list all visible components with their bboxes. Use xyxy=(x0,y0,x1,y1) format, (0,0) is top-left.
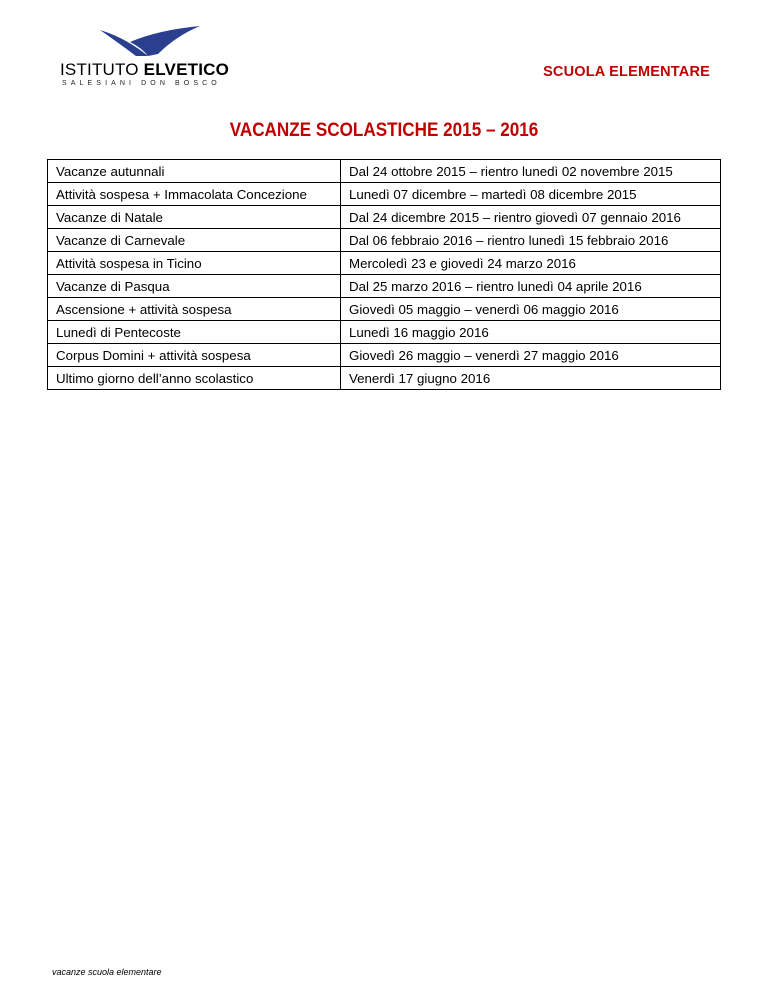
table-row xyxy=(48,344,721,367)
dates-cell: Lunedì 07 dicembre – martedì 08 dicembre 2015 xyxy=(341,183,721,206)
page-title: VACANZE SCOLASTICHE 2015 – 2016 xyxy=(229,120,539,141)
table-row xyxy=(48,367,721,390)
event-cell: Vacanze di Carnevale xyxy=(48,229,341,252)
event-cell: Lunedì di Pentecoste xyxy=(48,321,341,344)
page-footer: vacanze scuola elementare xyxy=(52,967,162,977)
event-cell: Ultimo giorno dell’anno scolastico xyxy=(48,367,341,390)
table-row xyxy=(48,298,721,321)
holiday-table xyxy=(47,159,721,390)
dates-cell: Dal 25 marzo 2016 – rientro lunedì 04 aprile 2016 xyxy=(341,275,721,298)
event-cell: Attività sospesa + Immacolata Concezione xyxy=(48,183,341,206)
table-row xyxy=(48,321,721,344)
event-cell: Ascensione + attività sospesa xyxy=(48,298,341,321)
logo-wordmark xyxy=(60,60,229,80)
table-row xyxy=(48,160,721,183)
event-cell: Vacanze autunnali xyxy=(48,160,341,183)
dates-cell: Mercoledì 23 e giovedì 24 marzo 2016 xyxy=(341,252,721,275)
wing-emblem-icon xyxy=(96,24,206,58)
table-row xyxy=(48,275,721,298)
dates-cell: Dal 24 ottobre 2015 – rientro lunedì 02 novembre 2015 xyxy=(341,160,721,183)
dates-cell: Dal 24 dicembre 2015 – rientro giovedì 07 gennaio 2016 xyxy=(341,206,721,229)
logo-name-part2: ELVETICO xyxy=(143,60,230,79)
event-cell: Vacanze di Natale xyxy=(48,206,341,229)
school-label: SCUOLA ELEMENTARE xyxy=(543,64,710,80)
logo-name-part1: ISTITUTO xyxy=(60,60,139,79)
dates-cell: Giovedì 05 maggio – venerdì 06 maggio 2016 xyxy=(341,298,721,321)
event-cell: Vacanze di Pasqua xyxy=(48,275,341,298)
dates-cell: Dal 06 febbraio 2016 – rientro lunedì 15 febbraio 2016 xyxy=(341,229,721,252)
dates-cell: Giovedì 26 maggio – venerdì 27 maggio 2016 xyxy=(341,344,721,367)
table-row xyxy=(48,229,721,252)
school-logo xyxy=(60,24,250,86)
table-row xyxy=(48,206,721,229)
logo-subtitle: SALESIANI DON BOSCO xyxy=(62,80,221,87)
dates-cell: Venerdì 17 giugno 2016 xyxy=(341,367,721,390)
table-row xyxy=(48,252,721,275)
event-cell: Corpus Domini + attività sospesa xyxy=(48,344,341,367)
event-cell: Attività sospesa in Ticino xyxy=(48,252,341,275)
dates-cell: Lunedì 16 maggio 2016 xyxy=(341,321,721,344)
table-row xyxy=(48,183,721,206)
